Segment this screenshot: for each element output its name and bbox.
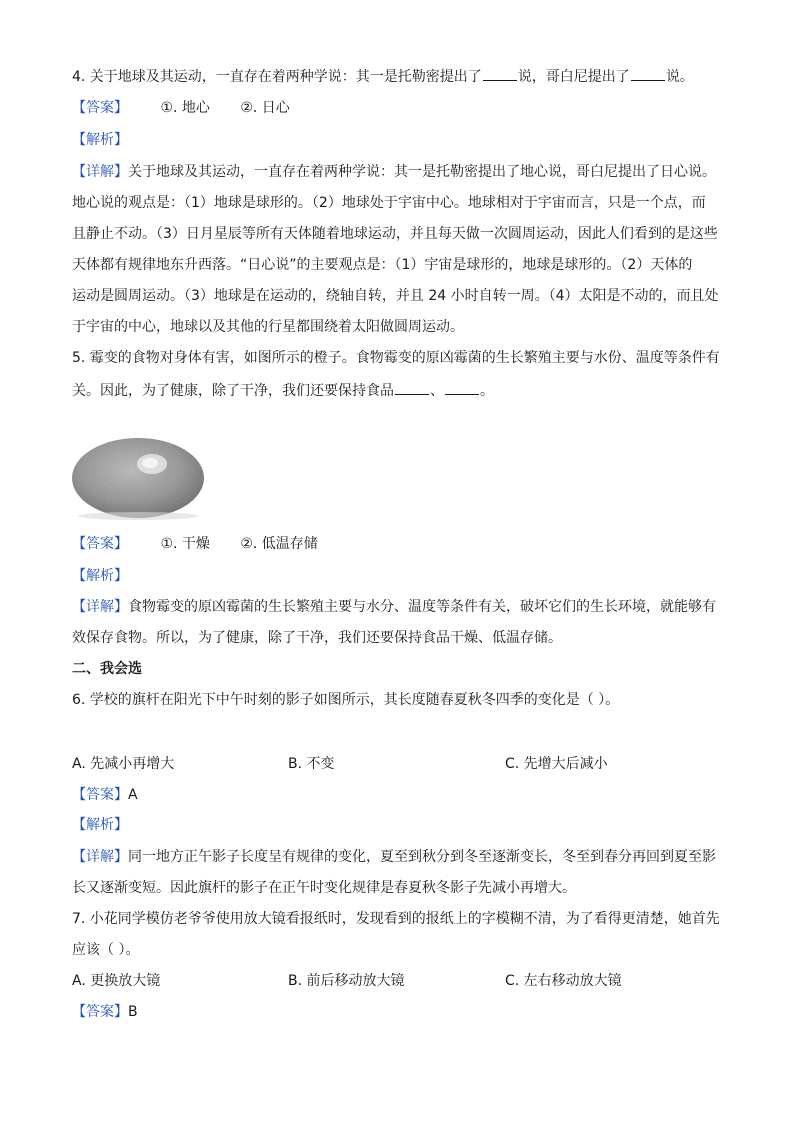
- q6-detail-line-1: 长又逐渐变短。因此旗杆的影子在正午时变化规律是春夏秋冬影子先减小再增大。: [72, 880, 576, 896]
- q6-option-b: B. 不变: [288, 756, 335, 772]
- q5-detail-text: 食物霉变的原凶霉菌的生长繁殖主要与水分、温度等条件有关，破坏它们的生长环境，就能够有: [128, 599, 716, 615]
- q7-stem-line-1: 7. 小花同学模仿老爷爷使用放大镜看报纸时，发现看到的报纸上的字模糊不清，为了看得更清楚，她首先: [72, 911, 720, 927]
- q4-detail-text: 关于地球及其运动，一直存在着两种学说：其一是托勒密提出了地心说，哥白尼提出了日心说。: [128, 164, 716, 180]
- q6-detail-line-0: [72, 847, 716, 867]
- q6-option-c: C. 先增大后减小: [505, 756, 608, 772]
- q5-blank-2: [445, 380, 479, 395]
- q5-blank-1: [395, 380, 429, 395]
- detail-tag: 【详解】: [72, 164, 128, 180]
- q4-detail-line-3: 天体都有规律地东升西落。“日心说”的主要观点是：（1）宇宙是球形的，地球是球形的。（2）天体的: [72, 257, 693, 273]
- q4-answer-2: ②. 日心: [240, 100, 290, 116]
- q7-stem-line-2: 应该（ ）。: [72, 942, 140, 958]
- q5-answer-1: ①. 干燥: [160, 536, 210, 552]
- q4-analysis: [72, 130, 128, 150]
- q5-detail-line-0: [72, 597, 716, 617]
- analysis-tag: 【解析】: [72, 132, 128, 148]
- q5-stem-text-a: 关。因此，为了健康，除了干净，我们还要保持食品: [72, 383, 394, 399]
- q7-answer-value: B: [128, 1004, 138, 1020]
- answer-tag: 【答案】: [72, 1004, 128, 1020]
- q4-stem: [72, 66, 694, 87]
- q7-option-a: A. 更换放大镜: [72, 973, 161, 989]
- analysis-tag: 【解析】: [72, 568, 128, 584]
- q4-detail-line-4: 运动是圆周运动。（3）地球是在运动的，绕轴自转，并且 24 小时自转一周。（4）太阳是不动的，而且处: [72, 288, 719, 304]
- q4-answer-1: ①. 地心: [160, 100, 210, 116]
- detail-tag: 【详解】: [72, 599, 128, 615]
- q5-stem-text-c: 。: [480, 383, 494, 399]
- q4-detail-line-0: [72, 162, 716, 182]
- q5-answer: [72, 534, 318, 554]
- q4-blank-2: [631, 66, 665, 81]
- q6-option-a: A. 先减小再增大: [72, 756, 175, 772]
- q5-answer-2: ②. 低温存储: [240, 536, 318, 552]
- q5-stem-text-b: 、: [430, 383, 444, 399]
- detail-tag: 【详解】: [72, 849, 128, 865]
- q6-answer-value: A: [128, 787, 138, 803]
- q4-stem-text-b: 说，哥白尼提出了: [517, 69, 630, 85]
- moldy-orange-image: [70, 428, 210, 524]
- q4-stem-text-a: 4. 关于地球及其运动，一直存在着两种学说：其一是托勒密提出了: [72, 69, 482, 85]
- q6-stem: 6. 学校的旗杆在阳光下中午时刻的影子如图所示，其长度随春夏秋冬四季的变化是（ ）。: [72, 692, 620, 708]
- q7-option-c: C. 左右移动放大镜: [505, 973, 622, 989]
- answer-tag: 【答案】: [72, 100, 128, 116]
- q7-option-b: B. 前后移动放大镜: [288, 973, 405, 989]
- q5-analysis: [72, 566, 128, 586]
- q7-answer: [72, 1002, 138, 1022]
- q5-stem-line-1: 5. 霉变的食物对身体有害，如图所示的橙子。食物霉变的原凶霉菌的生长繁殖主要与水份、温度等条件有: [72, 350, 720, 366]
- q4-blank-1: [483, 66, 517, 81]
- q4-detail-line-1: 地心说的观点是：（1）地球是球形的。（2）地球处于宇宙中心。地球相对于宇宙而言，只是一个点，而: [72, 195, 706, 211]
- q4-answer: [72, 98, 290, 118]
- q4-stem-text-c: 说。: [665, 69, 694, 85]
- section-heading: 二、我会选: [72, 661, 142, 677]
- q6-answer: [72, 785, 138, 805]
- q4-detail-line-2: 且静止不动。（3）日月星辰等所有天体随着地球运动，并且每天做一次圆周运动，因此人们看到的是这些: [72, 226, 718, 242]
- q4-detail-line-5: 于宇宙的中心，地球以及其他的行星都围绕着太阳做圆周运动。: [72, 319, 464, 335]
- answer-tag: 【答案】: [72, 787, 128, 803]
- q6-analysis: [72, 815, 128, 835]
- answer-tag: 【答案】: [72, 536, 128, 552]
- q5-stem-line-2: [72, 380, 494, 401]
- q6-detail-text: 同一地方正午影子长度呈有规律的变化，夏至到秋分到冬至逐渐变长，冬至到春分再回到夏至影: [128, 849, 716, 865]
- q5-detail-line-1: 效保存食物。所以，为了健康，除了干净，我们还要保持食品干燥、低温存储。: [72, 630, 562, 646]
- analysis-tag: 【解析】: [72, 817, 128, 833]
